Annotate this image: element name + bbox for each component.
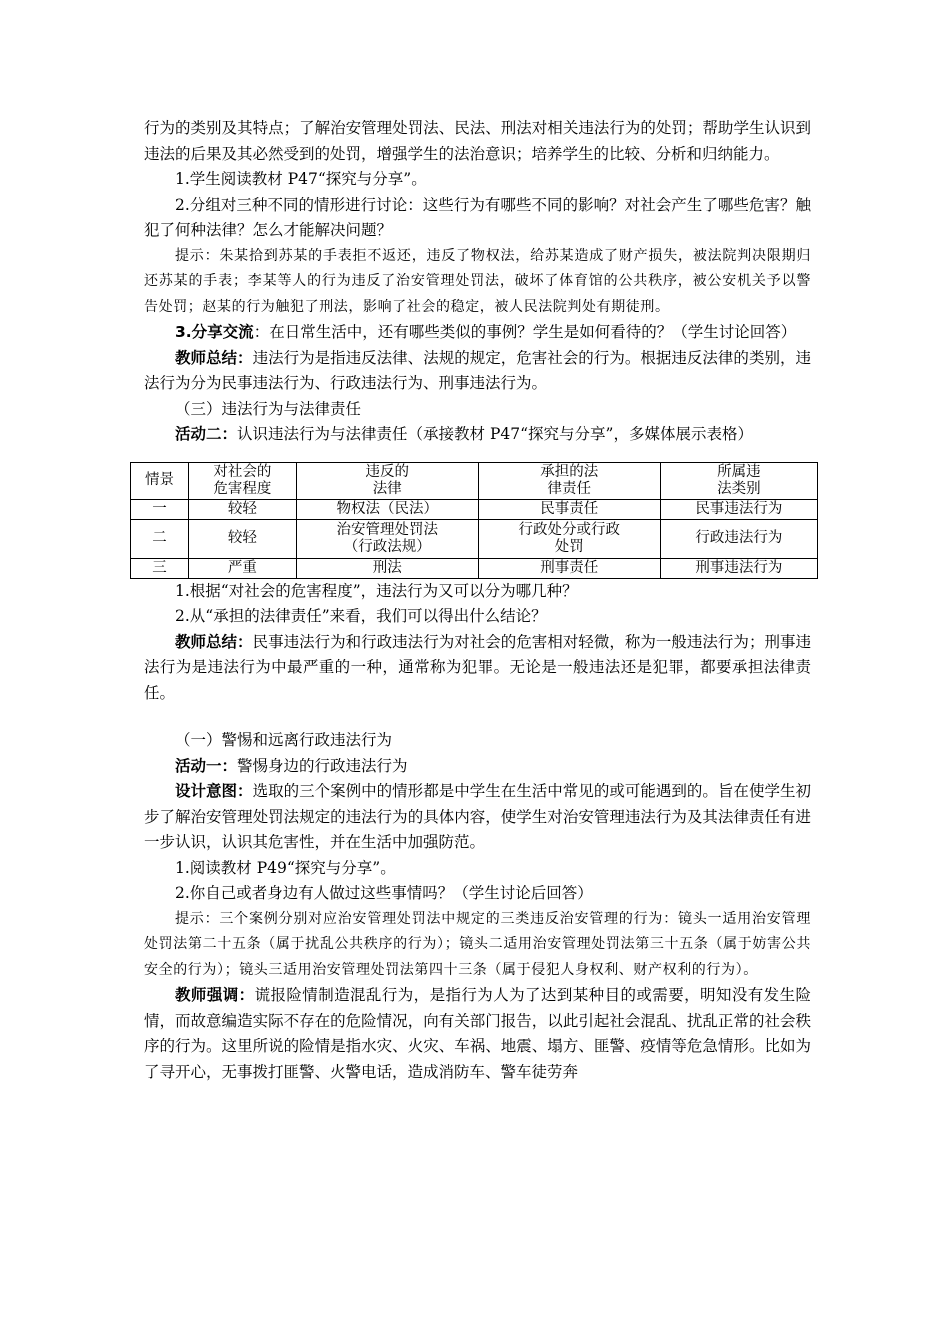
summary-text: 民事违法行为和行政违法行为对社会的危害相对轻微，称为一般违法行为；刑事违法行为是违法行为中最严重的一种，通常称为犯罪。无论是一般违法还是犯罪，都要承担法律责任。: [144, 632, 811, 702]
cell-law: 刑法: [296, 558, 478, 578]
activity-two: [144, 422, 811, 448]
spacer: [144, 706, 811, 728]
cell-responsibility: 行政处分或行政 处罚: [478, 519, 660, 558]
activity-one-text: 警惕身边的行政违法行为: [237, 756, 408, 775]
question-1: 1.根据“对社会的危害程度”，违法行为又可以分为哪几种？: [175, 581, 578, 600]
hint-paragraph-2: 提示：三个案例分别对应治安管理处罚法中规定的三类违反治安管理的行为：镜头一适用治安管理处罚法第二十五条（属于扰乱公共秩序的行为）；镜头二适用治安管理处罚法第三十五条（属于妨害公共安全的行为）；镜头三适用治安管理处罚法第四十三条（属于侵犯人身权利、财产权利的行为）。: [144, 910, 811, 978]
table-row: [131, 519, 818, 558]
teacher-emphasis: [144, 983, 811, 1085]
section-heading-1: （一）警惕和远离行政违法行为: [175, 731, 393, 749]
share-text: ：在日常生活中，还有哪些类似的事例？学生是如何看待的？（学生讨论回答）: [253, 323, 797, 341]
step-read-textbook: 1.学生阅读教材 P47“探究与分享”。: [175, 170, 427, 188]
header-scene: 情景: [131, 462, 189, 499]
intro-paragraph: 行为的类别及其特点；了解治安管理处罚法、民法、刑法对相关违法行为的处罚；帮助学生认识到违法的后果及其必然受到的处罚，增强学生的法治意识；培养学生的比较、分析和归纳能力。: [144, 119, 811, 163]
share-label: 3.分享交流: [175, 323, 254, 341]
teacher-summary-1: [144, 346, 811, 397]
design-text: 选取的三个案例中的情形都是中学生在生活中常见的或可能遇到的。旨在使学生初步了解治安管理处罚法规定的违法行为的具体内容，使学生对治安管理违法行为及其法律责任有进一步认识，认识其危害性，并在生活中加强防范。: [144, 782, 811, 851]
table-row: [131, 499, 818, 519]
activity-one: [144, 754, 811, 780]
cell-scene: 三: [131, 558, 189, 578]
summary-label: 教师总结：: [175, 632, 253, 651]
step-read-p49: 1.阅读教材 P49“探究与分享”。: [175, 858, 396, 877]
summary-text: 违法行为是指违反法律、法规的规定，危害社会的行为。根据违反法律的类别，违法行为分为民事违法行为、行政违法行为、刑事违法行为。: [144, 348, 811, 392]
document-page: [144, 116, 811, 1085]
cell-category: 行政违法行为: [660, 519, 817, 558]
cell-harm: 较轻: [189, 519, 297, 558]
cell-category: 民事违法行为: [660, 499, 817, 519]
cell-scene: 二: [131, 519, 189, 558]
table-row: [131, 558, 818, 578]
header-law: 违反的 法律: [296, 462, 478, 499]
hint-paragraph: 提示：朱某拾到苏某的手表拒不返还，违反了物权法，给苏某造成了财产损失，被法院判决限期归还苏某的手表；李某等人的行为违反了治安管理处罚法，破坏了体育馆的公共秩序，被公安机关予以警告处罚；赵某的行为触犯了刑法，影响了社会的稳定，被人民法院判处有期徒刑。: [144, 247, 811, 315]
teacher-summary-2: [144, 630, 811, 707]
activity-one-label: 活动一：: [175, 756, 238, 775]
cell-law: 物权法（民法）: [296, 499, 478, 519]
cell-responsibility: 刑事责任: [478, 558, 660, 578]
header-harm: 对社会的 危害程度: [189, 462, 297, 499]
cell-scene: 一: [131, 499, 189, 519]
cell-harm: 较轻: [189, 499, 297, 519]
cell-category: 刑事违法行为: [660, 558, 817, 578]
cell-harm: 严重: [189, 558, 297, 578]
step-share-exchange: [144, 320, 811, 346]
section-heading-3: （三）违法行为与法律责任: [175, 399, 362, 418]
emphasis-label: 教师强调：: [175, 986, 255, 1004]
step-discuss: 2.你自己或者身边有人做过这些事情吗？（学生讨论后回答）: [175, 884, 593, 902]
emphasis-text: 谎报险情制造混乱行为，是指行为人为了达到某种目的或需要，明知没有发生险情，而故意编造实际不存在的危险情况，向有关部门报告，以此引起社会混乱、扰乱正常的社会秩序的行为。这里所说的险情是指水灾、火灾、车祸、地震、塌方、匪警、疫情等危急情形。比如为了寻开心，无事拨打匪警、火警电话，造成消防车、警车徒劳奔: [144, 986, 811, 1081]
header-responsibility: 承担的法 律责任: [478, 462, 660, 499]
summary-label: 教师总结：: [175, 348, 253, 367]
activity-two-label: 活动二：: [175, 425, 238, 443]
question-2: 2.从“承担的法律责任”来看，我们可以得出什么结论？: [175, 607, 547, 625]
cell-law: 治安管理处罚法 （行政法规）: [296, 519, 478, 558]
activity-two-text: 认识违法行为与法律责任（承接教材 P47“探究与分享”，多媒体展示表格）: [237, 425, 753, 443]
table-header-row: [131, 462, 818, 499]
law-responsibility-table: [130, 462, 818, 579]
design-intent: [144, 779, 811, 856]
header-category: 所属违 法类别: [660, 462, 817, 499]
step-group-discussion: 2.分组对三种不同的情形进行讨论：这些行为有哪些不同的影响？对社会产生了哪些危害？触犯了何种法律？怎么才能解决问题？: [144, 195, 811, 239]
cell-responsibility: 民事责任: [478, 499, 660, 519]
design-label: 设计意图：: [175, 782, 253, 800]
